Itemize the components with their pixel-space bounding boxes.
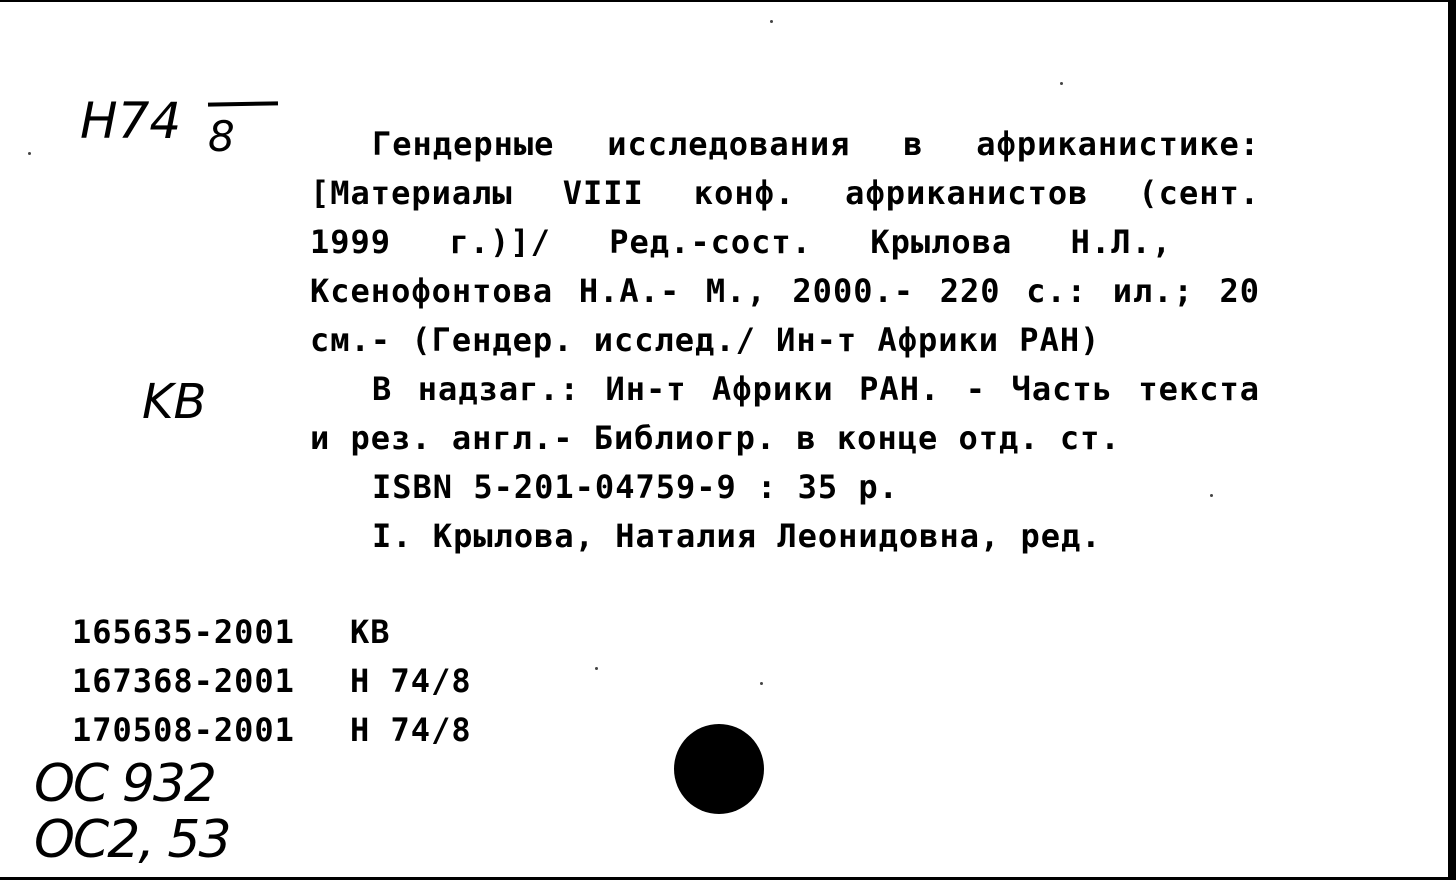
isbn-line: ISBN 5-201-04759-9 : 35 р. [372,468,899,506]
copy-row [72,706,472,755]
accession-number: 167368-2001 [72,662,295,700]
copy-row [72,608,472,657]
note-line: и рез. англ.- Библиогр. в конце отд. ст. [310,419,1121,457]
note-line: В надзаг.: Ин-т Африки РАН. - Часть текста [372,370,1260,408]
shelf-mark-sub: 8 [208,112,235,161]
tracing-line: I. Крылова, Наталия Леонидовна, ред. [372,517,1102,555]
speck [28,152,31,155]
accession-number: 170508-2001 [72,711,295,749]
entry-line: см.- (Гендер. исслед./ Ин-т Африки РАН) [310,321,1101,359]
shelf-mark: Н74 [80,92,182,150]
handwritten-sigla: KB [142,374,207,430]
entry-line: 1999 г.)]/ Ред.-сост. Крылова Н.Л., [310,223,1172,261]
accession-number: 165635-2001 [72,613,295,651]
speck [760,682,763,685]
shelf-mark-fraction-bar [208,101,278,106]
speck [770,20,773,23]
copy-location: КВ [350,613,391,651]
speck [595,667,598,670]
speck [1060,82,1063,85]
entry-line: [Материалы VIII конф. африканистов (сент. [310,174,1260,212]
copies-list [72,608,472,755]
bibliographic-entry [310,120,1260,561]
copy-row [72,657,472,706]
entry-line: Гендерные исследования в африканистике: [372,125,1260,163]
handwritten-note: ОС2, 53 [34,810,230,870]
card-punch-hole [674,724,764,814]
handwritten-note: ОС 932 [34,754,216,814]
copy-location: Н 74/8 [350,662,472,700]
copy-location: Н 74/8 [350,711,472,749]
entry-line: Ксенофонтова Н.А.- М., 2000.- 220 с.: ил.; 20 [310,272,1260,310]
speck [1210,494,1213,497]
